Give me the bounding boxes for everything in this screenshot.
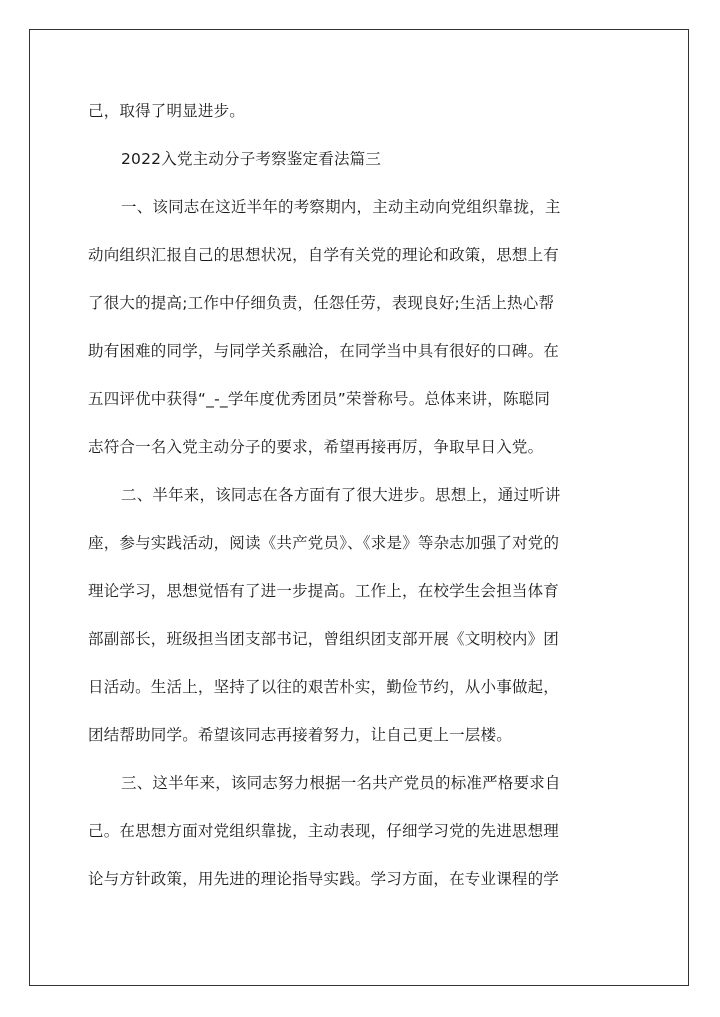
text-line: 动向组织汇报自己的思想状况，自学有关党的理论和政策，思想上有 [88,246,560,264]
page-border [29,29,689,986]
text-line: 了很大的提高;工作中仔细负责，任怨任劳，表现良好;生活上热心帮 [88,294,555,312]
text-line: 己，取得了明显进步。 [88,102,246,120]
text-line: 二、半年来，该同志在各方面有了很大进步。思想上，通过听讲 [121,486,561,504]
text-line: 部副部长，班级担当团支部书记，曾组织团支部开展《文明校内》团 [88,630,560,648]
text-line: 一、该同志在这近半年的考察期内，主动主动向党组织靠拢，主 [121,198,561,216]
text-line: 志符合一名入党主动分子的要求，希望再接再厉，争取早日入党。 [88,438,544,456]
text-line: 己。在思想方面对党组织靠拢，主动表现，仔细学习党的先进思想理 [88,822,560,840]
text-line: 座，参与实践活动，阅读《共产党员》、《求是》等杂志加强了对党的 [88,534,560,552]
text-line: 论与方针政策，用先进的理论指导实践。学习方面，在专业课程的学 [88,870,560,888]
section-heading: 2022入党主动分子考察鉴定看法篇三 [121,150,382,168]
text-line: 日活动。生活上，坚持了以往的艰苦朴实，勤俭节约，从小事做起， [88,678,560,696]
text-line: 助有困难的同学，与同学关系融洽，在同学当中具有很好的口碑。在 [88,342,560,360]
text-line: 五四评优中获得“_-_学年度优秀团员”荣誉称号。总体来讲，陈聪同 [88,390,551,408]
text-line: 团结帮助同学。希望该同志再接着努力，让自己更上一层楼。 [88,726,512,744]
text-line: 理论学习，思想觉悟有了进一步提高。工作上，在校学生会担当体育 [88,582,560,600]
text-line: 三、这半年来，该同志努力根据一名共产党员的标准严格要求自 [121,774,561,792]
